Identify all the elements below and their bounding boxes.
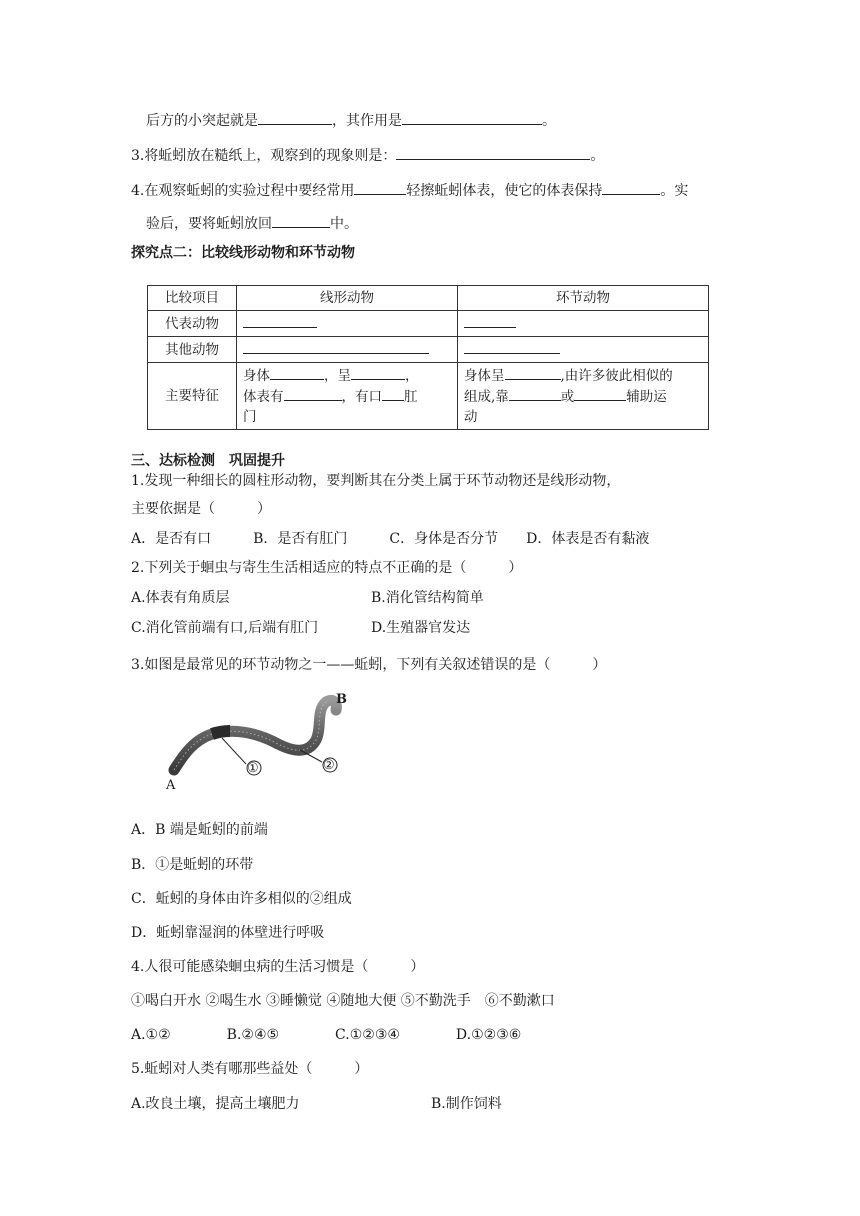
figure-label-1: ①: [247, 761, 259, 776]
table-cell: [237, 337, 458, 363]
answer-blank[interactable]: [243, 339, 429, 354]
q2-tail-line: [146, 110, 556, 131]
text: 体表有: [243, 389, 284, 405]
text: 或: [560, 389, 575, 405]
text: ，呈: [324, 368, 351, 384]
answer-blank[interactable]: [402, 110, 542, 125]
table-row: [148, 337, 709, 363]
answer-blank[interactable]: [464, 313, 516, 328]
q3-option-d: D．蚯蚓靠湿润的体壁进行呼吸: [131, 925, 325, 941]
text: ，有口: [341, 389, 382, 405]
q1-stem: 1.发现一种细长的圆柱形动物，要判断其在分类上属于环节动物还是线形动物，: [131, 473, 621, 489]
comparison-table: [147, 285, 709, 430]
question-4-line: [131, 180, 688, 201]
answer-blank[interactable]: [505, 365, 561, 380]
figure-label-2: ②: [323, 758, 335, 773]
section-3-title: 三、达标检测 巩固提升: [131, 453, 285, 469]
text: 轻擦蚯蚓体表，使它的体表保持: [406, 183, 603, 199]
section-2-title: 探究点二：比较线形动物和环节动物: [131, 245, 355, 261]
answer-blank[interactable]: [272, 213, 330, 228]
q2-stem: 2.下列关于蛔虫与寄生生活相适应的特点不正确的是（ ）: [131, 560, 523, 576]
q5-stem: 5.蚯蚓对人类有哪那些益处（ ）: [131, 1061, 369, 1077]
earthworm-figure: [160, 688, 360, 793]
answer-blank[interactable]: [354, 180, 406, 195]
table-row-label: 代表动物: [148, 311, 237, 337]
table-cell: [458, 311, 709, 337]
question-4-line-2: [146, 213, 358, 234]
q4-habits: ①喝白开水 ②喝生水 ③睡懒觉 ④随地大便 ⑤不勤洗手 ⑥不勤漱口: [131, 993, 555, 1009]
text: 动: [464, 409, 478, 425]
text: 肛: [404, 389, 418, 405]
q5-option-b: B.制作饲料: [431, 1096, 502, 1112]
table-cell: [458, 363, 709, 430]
answer-blank[interactable]: [574, 386, 626, 401]
table-cell: [237, 363, 458, 430]
text: ，: [405, 368, 419, 384]
text: 4.在观察蚯蚓的实验过程中要经常用: [131, 183, 355, 199]
text: 3.将蚯蚓放在糙纸上，观察到的现象则是：: [131, 148, 397, 164]
answer-blank[interactable]: [382, 386, 404, 401]
q1-stem-2: 主要依据是（ ）: [131, 501, 271, 517]
question-3-line: [131, 145, 604, 166]
text: 门: [243, 409, 257, 425]
table-row: [148, 286, 709, 311]
text: 组成,靠: [464, 389, 509, 405]
q1-options: A．是否有口 B．是否有肛门 C．身体是否分节 D．体表是否有黏液: [131, 531, 650, 547]
table-row-label: 主要特征: [148, 363, 237, 430]
table-row: [148, 363, 709, 430]
q2-option-c: C.消化管前端有口,后端有肛门: [131, 620, 319, 636]
answer-blank[interactable]: [270, 365, 324, 380]
text: 。: [542, 113, 556, 129]
answer-blank[interactable]: [509, 386, 561, 401]
label-line-1: [222, 738, 246, 764]
answer-blank[interactable]: [243, 313, 317, 328]
table-row-label: 其他动物: [148, 337, 237, 363]
answer-blank[interactable]: [396, 145, 590, 160]
text: 中。: [330, 216, 358, 232]
table-row: [148, 311, 709, 337]
table-cell: [458, 337, 709, 363]
q3-stem: 3.如图是最常见的环节动物之一——蚯蚓，下列有关叙述错误的是（ ）: [131, 657, 607, 673]
text: 。实: [660, 183, 689, 199]
answer-blank[interactable]: [602, 180, 660, 195]
q2-option-d: D.生殖器官发达: [371, 620, 471, 636]
text: ,由许多彼此相似的: [560, 368, 673, 384]
q3-option-c: C．蚯蚓的身体由许多相似的②组成: [131, 891, 352, 907]
q4-options: A.①② B.②④⑤ C.①②③④ D.①②③⑥: [131, 1027, 522, 1043]
text: 身体呈: [464, 368, 505, 384]
clitellum: [212, 731, 230, 734]
answer-blank[interactable]: [258, 110, 332, 125]
figure-label-a: A: [166, 778, 176, 793]
q2-option-b: B.消化管结构简单: [371, 590, 484, 606]
text: 。: [590, 148, 605, 164]
answer-blank[interactable]: [351, 365, 405, 380]
table-header-cell: 比较项目: [148, 286, 237, 311]
text: ，其作用是: [332, 113, 402, 129]
q3-option-a: A．B 端是蚯蚓的前端: [131, 822, 268, 838]
text: 后方的小突起就是: [146, 113, 258, 129]
q2-option-a: A.体表有角质层: [131, 590, 230, 606]
figure-label-b: B: [336, 692, 347, 707]
text: 验后，要将蚯蚓放回: [146, 216, 272, 232]
answer-blank[interactable]: [284, 386, 342, 401]
q4-stem: 4.人很可能感染蛔虫病的生活习惯是（ ）: [131, 959, 425, 975]
text: 辅助运: [626, 389, 667, 405]
table-header-cell: 环节动物: [458, 286, 709, 311]
answer-blank[interactable]: [464, 339, 560, 354]
q3-option-b: B．①是蚯蚓的环带: [131, 857, 254, 873]
table-header-cell: 线形动物: [237, 286, 458, 311]
table-cell: [237, 311, 458, 337]
q5-option-a: A.改良土壤，提高土壤肥力: [131, 1096, 300, 1112]
text: 身体: [243, 368, 270, 384]
